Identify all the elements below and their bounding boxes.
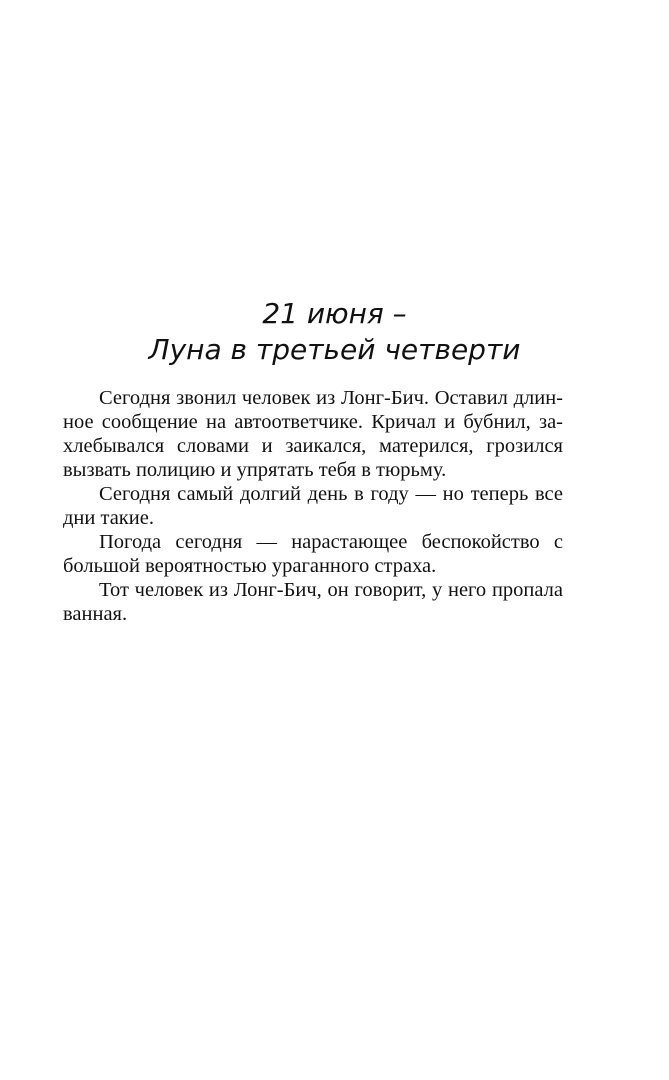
paragraph: Погода сегодня — нарастающее беспокойство с большой вероятностью ураганного страха. [63,531,563,577]
paragraph: Сегодня звонил человек из Лонг-Бич. Оставил длинное сообщение на автоответчике. Кричал и бубнил, захлебывался словами и заикался, матерился, грозился вызвать полицию и упрятать тебя в тюрьму. [63,387,563,481]
paragraph: Тот человек из Лонг-Бич, он говорит, у него пропала ванная. [63,579,563,625]
chapter-title-moon-phase: Луна в третьей четверти [148,333,521,366]
paragraph: Сегодня самый долгий день в году — но теперь все дни такие. [63,483,563,529]
chapter-title-date: 21 июня – [262,297,407,330]
chapter-heading [0,296,669,368]
body-text [63,386,563,626]
